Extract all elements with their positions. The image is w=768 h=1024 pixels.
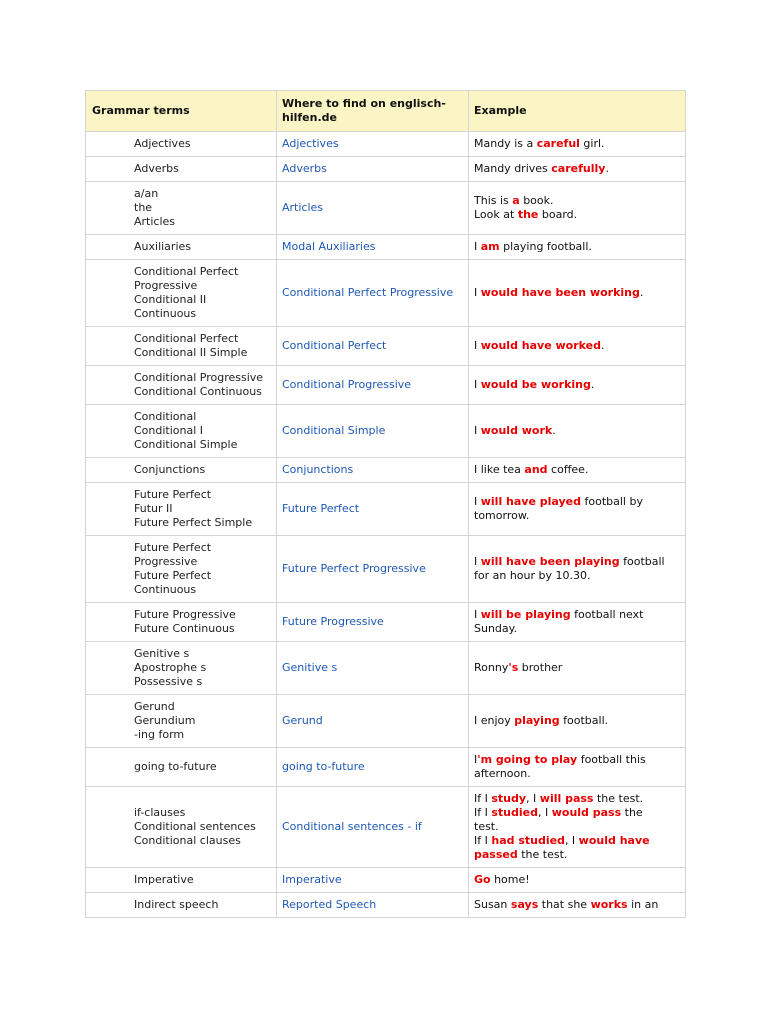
example-text: I: [474, 339, 481, 352]
example-line: [474, 873, 680, 887]
example-line: [474, 898, 680, 912]
example-text: If I: [474, 834, 492, 847]
example-line: [474, 509, 680, 523]
example-line: [474, 806, 680, 820]
table-row: [86, 235, 686, 260]
example-highlight: am: [480, 240, 500, 253]
example-line: [474, 767, 680, 781]
grammar-term: Gerund: [134, 700, 175, 713]
table-row: [86, 405, 686, 458]
example-highlight: and: [524, 463, 548, 476]
example-cell: [469, 182, 686, 235]
table-row: [86, 366, 686, 405]
example-text: for an hour by 10.30.: [474, 569, 591, 582]
table-row: [86, 893, 686, 918]
example-text: home!: [490, 873, 530, 886]
grammar-term: Future Perfect: [134, 541, 212, 554]
example-line: [474, 339, 680, 353]
grammar-term: Future Continuous: [134, 622, 235, 635]
example-line: [474, 622, 680, 636]
grammar-term: Conditional I: [134, 424, 204, 437]
grammar-term-cell: [86, 182, 277, 235]
example-text: Look at: [474, 208, 518, 221]
grammar-term: Future Perfect: [134, 569, 212, 582]
example-highlight: would work: [480, 424, 553, 437]
example-line: [474, 792, 680, 806]
grammar-term-cell: [86, 695, 277, 748]
example-highlight: will have played: [480, 495, 582, 508]
example-line: [474, 848, 680, 862]
example-highlight: would be working: [480, 378, 591, 391]
grammar-term: Conditional sentences: [134, 820, 256, 833]
example-line: [474, 463, 680, 477]
example-text: I: [474, 424, 481, 437]
example-text: I: [474, 286, 481, 299]
example-highlight: would have worked: [480, 339, 601, 352]
grammar-term: Conditional II: [134, 293, 207, 306]
grammar-term-cell: [86, 235, 277, 260]
grammar-term-cell: [86, 260, 277, 327]
table-row: [86, 695, 686, 748]
example-text: the: [621, 806, 643, 819]
example-text: I: [474, 240, 481, 253]
table-row: [86, 327, 686, 366]
table-row: [86, 642, 686, 695]
header-example: Example: [469, 91, 686, 132]
grammar-term-cell: [86, 642, 277, 695]
grammar-term-cell: [86, 458, 277, 483]
grammar-term-cell: [86, 483, 277, 536]
grammar-term-cell: [86, 868, 277, 893]
example-text: Mandy drives: [474, 162, 552, 175]
grammar-term: Apostrophe s: [134, 661, 207, 674]
table-row: [86, 748, 686, 787]
example-cell: [469, 483, 686, 536]
grammar-term: Articles: [134, 215, 176, 228]
reference-link[interactable]: Conditional Perfect Progressive: [277, 260, 469, 327]
example-text: book.: [519, 194, 554, 207]
example-cell: [469, 327, 686, 366]
example-highlight: careful: [536, 137, 580, 150]
grammar-term: Progressive: [134, 555, 198, 568]
example-cell: [469, 260, 686, 327]
reference-link[interactable]: Conjunctions: [277, 458, 469, 483]
example-line: [474, 194, 680, 208]
grammar-term-cell: [86, 157, 277, 182]
example-cell: [469, 458, 686, 483]
example-text: board.: [538, 208, 578, 221]
example-highlight: 'm going to play: [477, 753, 578, 766]
example-text: tomorrow.: [474, 509, 530, 522]
example-text: , I: [537, 806, 552, 819]
example-highlight: would have: [578, 834, 650, 847]
example-text: brother: [518, 661, 563, 674]
example-text: football: [619, 555, 665, 568]
example-text: If I: [474, 792, 492, 805]
example-text: that she: [538, 898, 591, 911]
grammar-term: going to-future: [134, 760, 217, 773]
grammar-term: Futur II: [134, 502, 173, 515]
grammar-term-cell: [86, 366, 277, 405]
example-cell: [469, 642, 686, 695]
example-text: test.: [474, 820, 499, 833]
example-cell: [469, 748, 686, 787]
example-cell: [469, 235, 686, 260]
example-text: I like tea: [474, 463, 525, 476]
example-line: [474, 753, 680, 767]
grammar-term: Conditional II Simple: [134, 346, 248, 359]
grammar-term: Possessive s: [134, 675, 203, 688]
example-highlight: carefully: [551, 162, 606, 175]
example-highlight: will have been playing: [480, 555, 620, 568]
grammar-term: Future Perfect Simple: [134, 516, 253, 529]
example-cell: [469, 893, 686, 918]
example-text: afternoon.: [474, 767, 531, 780]
reference-link[interactable]: Imperative: [277, 868, 469, 893]
reference-link[interactable]: Adjectives: [277, 132, 469, 157]
example-text: .: [601, 339, 605, 352]
example-highlight: playing: [514, 714, 560, 727]
table-row: [86, 868, 686, 893]
reference-link[interactable]: Conditional Perfect: [277, 327, 469, 366]
reference-link[interactable]: Gerund: [277, 695, 469, 748]
example-text: football.: [559, 714, 609, 727]
grammar-term: Future Progressive: [134, 608, 236, 621]
table-row: [86, 182, 686, 235]
example-text: Susan: [474, 898, 511, 911]
example-highlight: will pass: [539, 792, 594, 805]
example-text: playing football.: [499, 240, 592, 253]
grammar-term: a/an: [134, 187, 159, 200]
example-cell: [469, 868, 686, 893]
example-highlight: works: [590, 898, 628, 911]
example-text: coffee.: [547, 463, 589, 476]
reference-link[interactable]: Conditional sentences - if: [277, 787, 469, 868]
example-text: Ronny: [474, 661, 509, 674]
example-highlight: studied: [491, 806, 538, 819]
example-line: [474, 162, 680, 176]
grammar-term-cell: [86, 536, 277, 603]
example-cell: [469, 536, 686, 603]
example-text: the test.: [593, 792, 644, 805]
grammar-term: if-clauses: [134, 806, 186, 819]
header-grammar-terms: Grammar terms: [86, 91, 277, 132]
example-text: , I: [526, 792, 540, 805]
example-line: [474, 424, 680, 438]
example-line: [474, 569, 680, 583]
example-highlight: passed: [474, 848, 518, 861]
table-row: [86, 458, 686, 483]
header-where-to-find: Where to find on englisch-hilfen.de: [277, 91, 469, 132]
grammar-term-cell: [86, 405, 277, 458]
example-line: [474, 820, 680, 834]
example-text: Mandy is a: [474, 137, 537, 150]
reference-link[interactable]: Adverbs: [277, 157, 469, 182]
grammar-term-cell: [86, 132, 277, 157]
example-highlight: a: [512, 194, 520, 207]
example-cell: [469, 132, 686, 157]
grammar-term: Conditional Simple: [134, 438, 238, 451]
grammar-term: Auxiliaries: [134, 240, 191, 253]
example-highlight: says: [510, 898, 539, 911]
example-text: football this: [577, 753, 646, 766]
example-line: [474, 661, 680, 675]
reference-link[interactable]: Conditional Simple: [277, 405, 469, 458]
example-line: [474, 378, 680, 392]
grammar-term: Conditional Continuous: [134, 385, 262, 398]
example-text: I: [474, 753, 478, 766]
example-cell: [469, 695, 686, 748]
example-text: , I: [564, 834, 579, 847]
grammar-term: Future Perfect: [134, 488, 212, 501]
grammar-term: Indirect speech: [134, 898, 219, 911]
example-cell: [469, 405, 686, 458]
example-text: girl.: [579, 137, 605, 150]
table-row: [86, 483, 686, 536]
example-text: I enjoy: [474, 714, 515, 727]
grammar-term: Conditional Progressive: [134, 371, 264, 384]
grammar-term-cell: [86, 748, 277, 787]
example-line: [474, 286, 680, 300]
example-text: .: [590, 378, 595, 391]
example-text: the test.: [517, 848, 568, 861]
grammar-term-cell: [86, 787, 277, 868]
example-line: [474, 240, 680, 254]
grammar-term: Conjunctions: [134, 463, 206, 476]
example-text: This is: [474, 194, 513, 207]
example-cell: [469, 366, 686, 405]
example-highlight: had studied: [491, 834, 565, 847]
grammar-term: Conditional clauses: [134, 834, 241, 847]
example-text: .: [605, 162, 609, 175]
example-text: .: [639, 286, 644, 299]
grammar-term-cell: [86, 327, 277, 366]
reference-link[interactable]: Reported Speech: [277, 893, 469, 918]
example-text: .: [552, 424, 556, 437]
example-text: football by: [581, 495, 643, 508]
example-cell: [469, 787, 686, 868]
example-line: [474, 495, 680, 509]
table-row: [86, 603, 686, 642]
example-line: [474, 208, 680, 222]
grammar-term: -ing form: [134, 728, 185, 741]
table-row: [86, 260, 686, 327]
grammar-term: Conditional: [134, 410, 197, 423]
reference-link[interactable]: Future Progressive: [277, 603, 469, 642]
example-line: [474, 714, 680, 728]
grammar-term: Genitive s: [134, 647, 190, 660]
reference-link[interactable]: Conditional Progressive: [277, 366, 469, 405]
table-row: [86, 536, 686, 603]
grammar-term: Continuous: [134, 307, 197, 320]
grammar-table: [85, 90, 686, 918]
example-cell: [469, 603, 686, 642]
grammar-term-cell: [86, 603, 277, 642]
table-body: [86, 132, 686, 918]
header-row: [86, 91, 686, 132]
example-highlight: would have been working: [480, 286, 640, 299]
reference-link[interactable]: Future Perfect: [277, 483, 469, 536]
example-line: [474, 608, 680, 622]
example-line: [474, 137, 680, 151]
example-highlight: study: [491, 792, 527, 805]
reference-link[interactable]: Modal Auxiliaries: [277, 235, 469, 260]
example-text: I: [474, 555, 481, 568]
grammar-term: Adverbs: [134, 162, 179, 175]
table-row: [86, 132, 686, 157]
reference-link[interactable]: Articles: [277, 182, 469, 235]
reference-link[interactable]: Future Perfect Progressive: [277, 536, 469, 603]
example-highlight: Go: [474, 873, 491, 886]
example-cell: [469, 157, 686, 182]
grammar-term-cell: [86, 893, 277, 918]
example-text: Sunday.: [474, 622, 518, 635]
example-highlight: the: [517, 208, 539, 221]
example-highlight: 's: [508, 661, 519, 674]
grammar-term: Progressive: [134, 279, 198, 292]
grammar-term: Continuous: [134, 583, 197, 596]
table-row: [86, 157, 686, 182]
grammar-term: Gerundium: [134, 714, 196, 727]
table-row: [86, 787, 686, 868]
example-text: I: [474, 495, 481, 508]
grammar-term: Adjectives: [134, 137, 191, 150]
example-text: football next: [570, 608, 644, 621]
example-text: in an: [627, 898, 659, 911]
grammar-term: Conditional Perfect: [134, 265, 239, 278]
grammar-term: Imperative: [134, 873, 194, 886]
example-line: [474, 834, 680, 848]
grammar-term: Conditional Perfect: [134, 332, 239, 345]
example-line: [474, 555, 680, 569]
reference-link[interactable]: Genitive s: [277, 642, 469, 695]
example-text: I: [474, 608, 481, 621]
grammar-term: the: [134, 201, 153, 214]
example-highlight: will be playing: [480, 608, 571, 621]
example-text: I: [474, 378, 481, 391]
example-text: If I: [474, 806, 492, 819]
reference-link[interactable]: going to-future: [277, 748, 469, 787]
example-highlight: would pass: [551, 806, 622, 819]
table-header: [86, 91, 686, 132]
